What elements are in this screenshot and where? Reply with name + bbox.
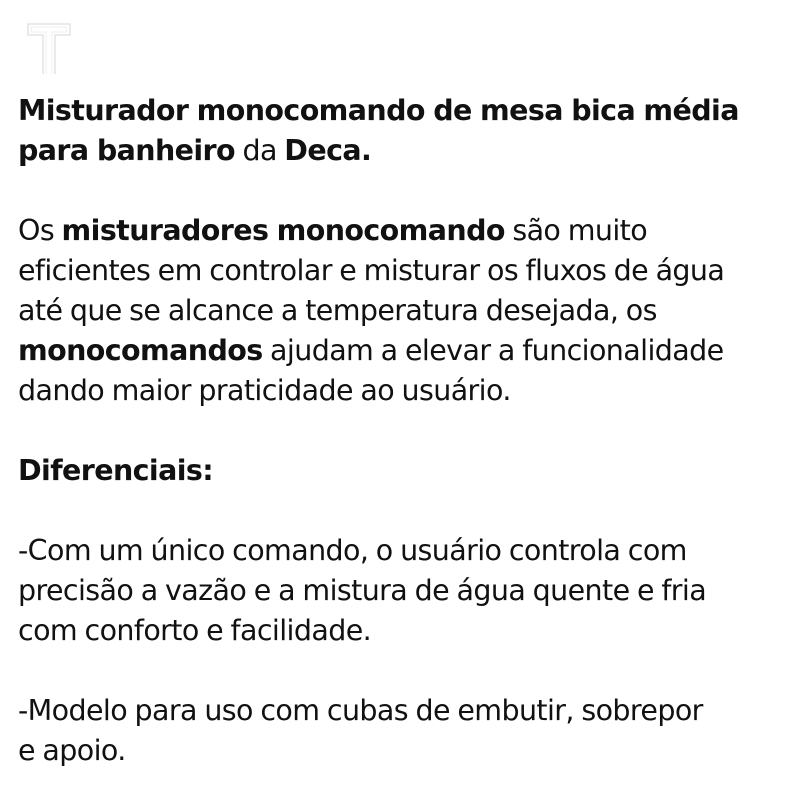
product-title-line-2: para banheiro da Deca. <box>18 134 372 167</box>
spacer <box>18 411 788 451</box>
spacer <box>18 651 788 691</box>
feature-2-line-2: e apoio. <box>18 734 126 767</box>
feature-1-line-1: -Com um único comando, o usuário controla com <box>18 534 687 567</box>
description-line-2: eficientes em controlar e misturar os fluxos de água <box>18 254 725 287</box>
spacer <box>18 171 788 211</box>
brand-logo <box>18 12 80 74</box>
logo-t-icon <box>18 12 80 74</box>
description-line-3: até que se alcance a temperatura desejada, os <box>18 294 657 327</box>
description-line-1: Os misturadores monocomando são muito <box>18 214 648 247</box>
feature-1-line-2: precisão a vazão e a mistura de água quente e fria <box>18 574 707 607</box>
brand-name: Deca. <box>284 134 372 167</box>
spacer <box>18 491 788 531</box>
product-title-line-1: Misturador monocomando de mesa bica média <box>18 94 739 127</box>
features-heading: Diferenciais: <box>18 454 214 487</box>
feature-1-line-3: com conforto e facilidade. <box>18 614 372 647</box>
description-line-5: dando maior praticidade ao usuário. <box>18 374 511 407</box>
feature-2-line-1: -Modelo para uso com cubas de embutir, sobrepor <box>18 694 703 727</box>
description-line-4: monocomandos ajudam a elevar a funcionalidade <box>18 334 724 367</box>
product-description <box>18 91 788 771</box>
